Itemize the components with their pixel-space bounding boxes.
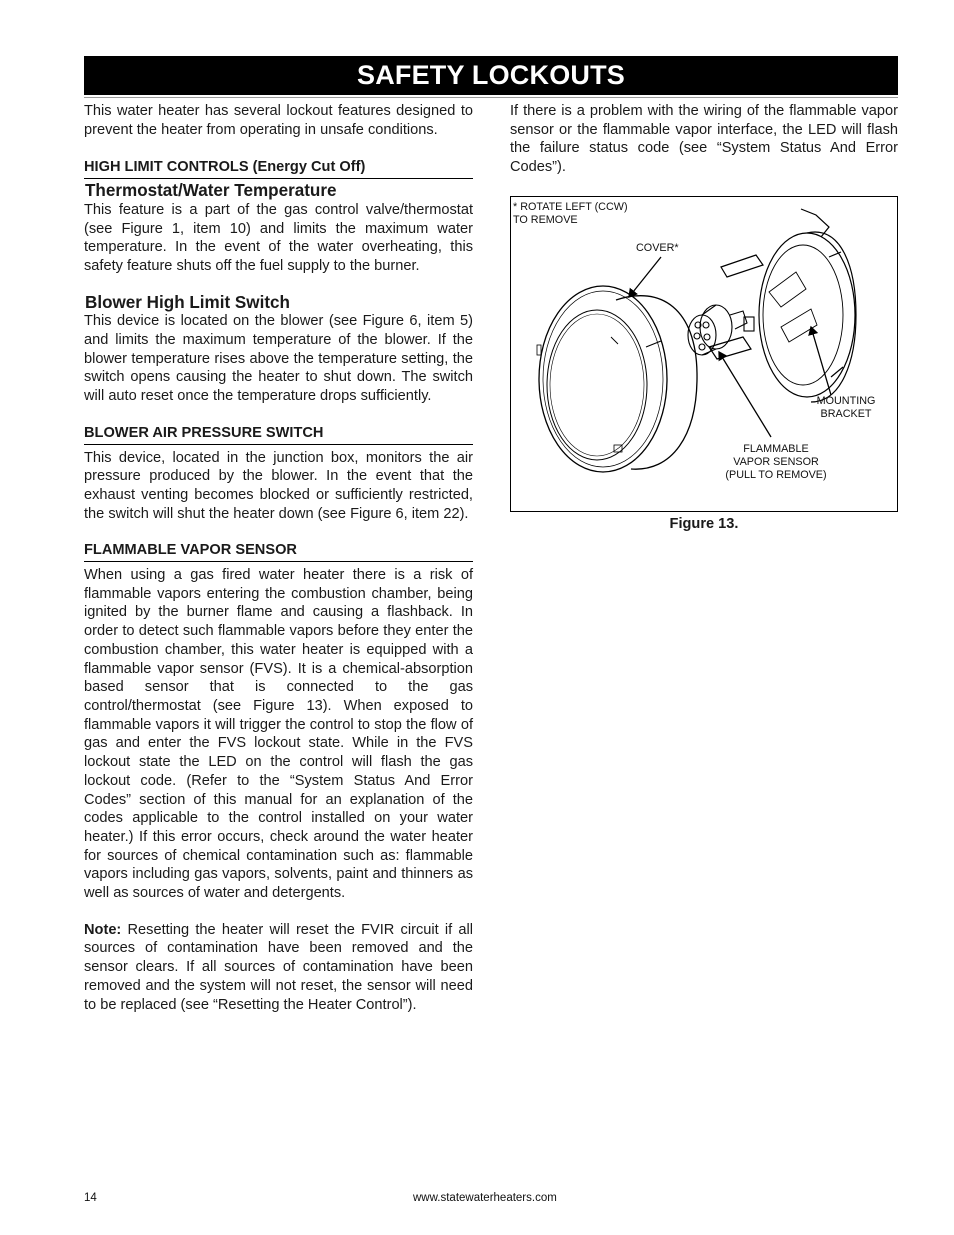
blower-limit-heading: Blower High Limit Switch bbox=[85, 292, 290, 312]
mounting-bracket-label: MOUNTING BRACKET bbox=[816, 395, 876, 420]
fvs-heading: FLAMMABLE VAPOR SENSOR bbox=[84, 541, 473, 562]
blower-limit-paragraph: This device is located on the blower (see Figure 6, item 5) and limits the maximum temperature of the blower. If the blower temperature rises above the temperature setting, the switch opens causing the heater to shut down. The switch will auto reset once the temperature drops sufficiently. bbox=[84, 313, 473, 405]
page-number: 14 bbox=[84, 1192, 97, 1204]
high-limit-heading: HIGH LIMIT CONTROLS (Energy Cut Off) bbox=[84, 158, 473, 179]
sensor-drawing bbox=[688, 305, 754, 355]
figure-13-frame bbox=[510, 196, 898, 512]
note-label: Note: bbox=[84, 921, 122, 938]
title-banner bbox=[84, 56, 898, 95]
thermostat-heading: Thermostat/Water Temperature bbox=[85, 181, 337, 201]
thermostat-paragraph: This feature is a part of the gas control valve/thermostat (see Figure 1, item 10) and limits the maximum water temperature. In the event of the water overheating, this safety feature shuts off the fuel supply to the burner. bbox=[84, 201, 473, 274]
note-text: Resetting the heater will reset the FVIR circuit if all sources of contamination have been removed and the sensor clears. If all sources of contamination have been removed and the system will not reset, the sensor will need to be replaced (see “Resetting the Heater Control”). bbox=[84, 921, 473, 1013]
cover-drawing bbox=[537, 286, 697, 472]
title-divider bbox=[84, 97, 898, 98]
air-pressure-heading: BLOWER AIR PRESSURE SWITCH bbox=[84, 424, 473, 445]
figure-caption: Figure 13. bbox=[669, 516, 739, 532]
cover-label: COVER* bbox=[636, 242, 679, 254]
intro-paragraph: This water heater has several lockout features designed to prevent the heater from operating in unsafe conditions. bbox=[84, 103, 473, 138]
page-title: SAFETY LOCKOUTS bbox=[356, 60, 626, 90]
sensor-label: FLAMMABLE VAPOR SENSOR (PULL TO REMOVE) bbox=[725, 443, 827, 481]
right-column bbox=[510, 102, 898, 177]
fvs-paragraph: When using a gas fired water heater there is a risk of flammable vapors entering the combustion chamber, being ignited by the burner flame and causing a flashback. In order to detect such flammable vapors before they enter the combustion chamber, this water heater is equipped with a flammable vapor sensor (FVS). It is a chemical-absorption based sensor that is connected to the gas control/thermostat (see Figure 13). When exposed to flammable vapors it will trigger the control to stop the flow of gas and enter the FVS lockout state. While in the FVS lockout state the LED on the control will flash the gas lockout code. (Refer to the “System Status And Error Codes” section of this manual for an explanation of the codes applicable to the control installed on your water heater.) If this error occurs, check around the water heater for sources of chemical contamination such as: flammable vapors including gas vapors, solvents, paint and thinners as well as sources of water and detergents. bbox=[84, 567, 473, 902]
fvs-assembly-illustration bbox=[511, 197, 897, 511]
note-paragraph bbox=[84, 921, 473, 1015]
left-column bbox=[84, 102, 473, 1014]
air-pressure-paragraph: This device, located in the junction box, monitors the air pressure produced by the blower. In the event that the exhaust venting becomes blocked or sufficiently restricted, the switch will shut the heater down (see Figure 6, item 22). bbox=[84, 449, 473, 522]
rotate-note: * ROTATE LEFT (CCW) TO REMOVE bbox=[513, 201, 628, 226]
website-url[interactable]: www.statewaterheaters.com bbox=[413, 1192, 557, 1204]
bracket-drawing bbox=[709, 209, 856, 402]
wiring-paragraph: If there is a problem with the wiring of the flammable vapor sensor or the flammable vapor interface, the LED will flash the failure status code (see “System Status And Error Codes”). bbox=[510, 103, 898, 176]
